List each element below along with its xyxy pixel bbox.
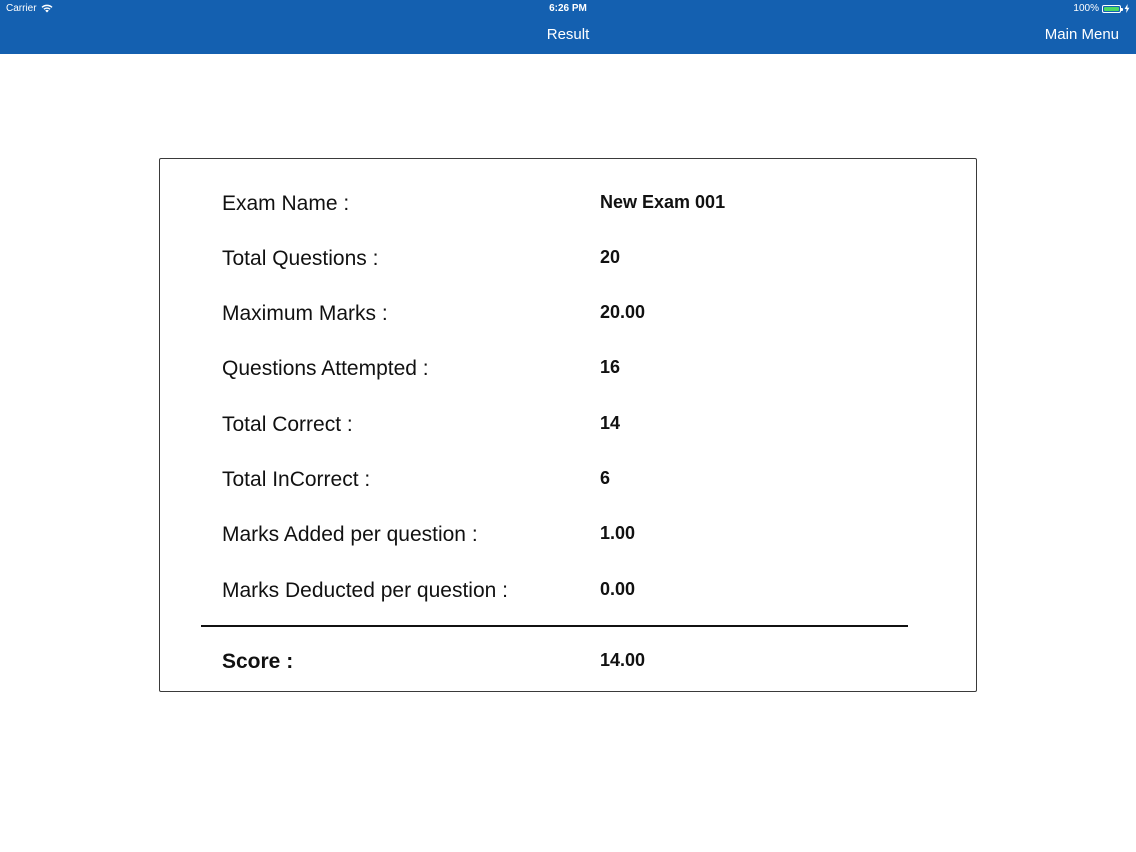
maximum-marks-value: 20.00 bbox=[600, 302, 646, 322]
result-card bbox=[159, 158, 977, 692]
total-questions-value: 20 bbox=[600, 247, 621, 267]
page-title: Result bbox=[546, 26, 590, 43]
bolt-icon bbox=[1124, 4, 1130, 13]
result-row-total-incorrect bbox=[160, 468, 976, 498]
marks-deducted-value: 0.00 bbox=[600, 579, 636, 599]
maximum-marks-label: Maximum Marks : bbox=[222, 302, 388, 325]
battery-indicator bbox=[1073, 3, 1130, 14]
result-row-total-questions bbox=[160, 247, 976, 277]
total-correct-label: Total Correct : bbox=[222, 413, 353, 436]
score-label: Score : bbox=[222, 650, 294, 673]
marks-deducted-label: Marks Deducted per question : bbox=[222, 579, 508, 602]
total-questions-label: Total Questions : bbox=[222, 247, 379, 270]
exam-name-value: New Exam 001 bbox=[600, 192, 726, 212]
result-row-marks-deducted bbox=[160, 579, 976, 609]
result-row-total-correct bbox=[160, 413, 976, 443]
score-divider bbox=[201, 625, 908, 627]
status-bar bbox=[0, 0, 1136, 18]
result-row-score bbox=[160, 650, 976, 680]
navigation-bar bbox=[0, 0, 1136, 54]
exam-name-label: Exam Name : bbox=[222, 192, 350, 215]
battery-icon bbox=[1102, 5, 1121, 13]
result-row-maximum-marks bbox=[160, 302, 976, 332]
status-time: 6:26 PM bbox=[549, 3, 587, 14]
marks-added-label: Marks Added per question : bbox=[222, 523, 478, 546]
result-row-exam-name bbox=[160, 192, 976, 222]
main-menu-button[interactable]: Main Menu bbox=[1044, 26, 1119, 43]
result-row-questions-attempted bbox=[160, 357, 976, 387]
battery-percent: 100% bbox=[1073, 3, 1099, 14]
carrier-label: Carrier bbox=[6, 3, 37, 14]
total-correct-value: 14 bbox=[600, 413, 621, 433]
total-incorrect-label: Total InCorrect : bbox=[222, 468, 371, 491]
questions-attempted-value: 16 bbox=[600, 357, 621, 377]
total-incorrect-value: 6 bbox=[600, 468, 611, 488]
marks-added-value: 1.00 bbox=[600, 523, 636, 543]
questions-attempted-label: Questions Attempted : bbox=[222, 357, 429, 380]
result-row-marks-added bbox=[160, 523, 976, 553]
score-value: 14.00 bbox=[600, 650, 646, 670]
